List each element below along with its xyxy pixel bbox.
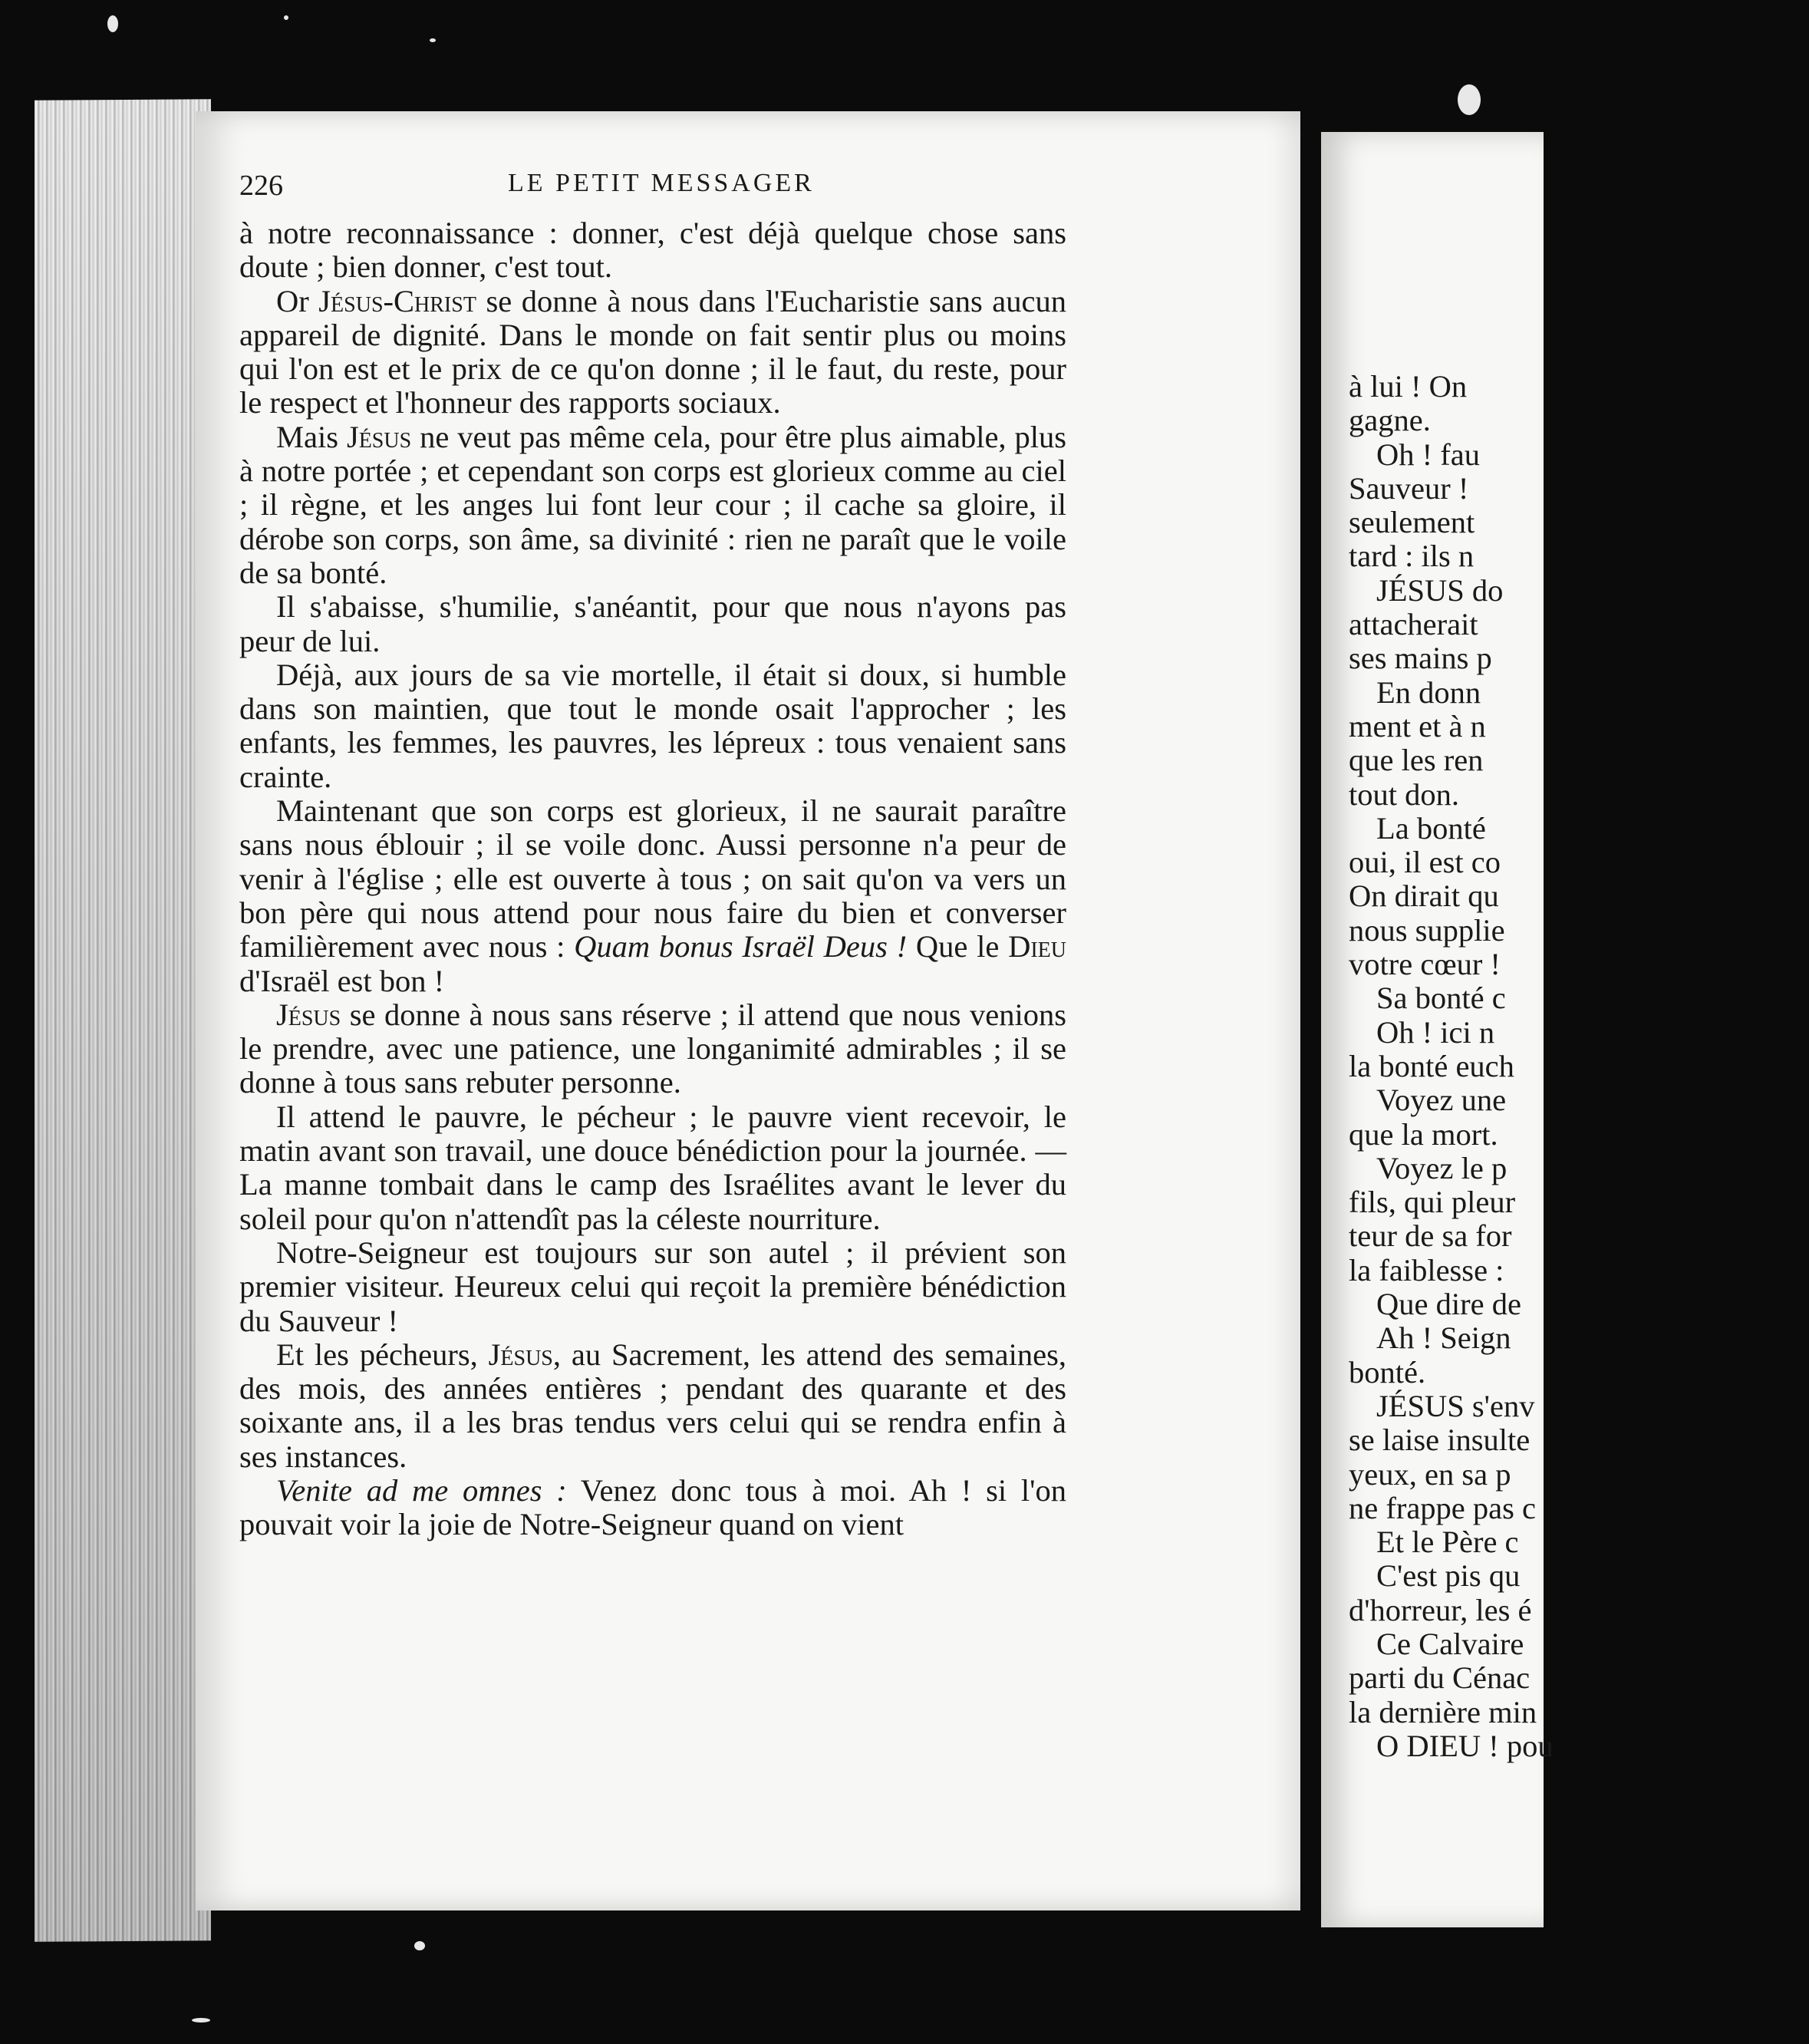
text-run: , au Sacrement, les attend des semaines, des mois, des années entières ; pendant des quarante et des soixante ans, il a les bras tendus vers celui qui se rendra enfin à ses instances. — [239, 1337, 1066, 1474]
text-line: oui, il est co — [1349, 845, 1501, 880]
text-line: ses mains p — [1349, 641, 1492, 676]
text-run: se donne à nous dans l'Eucharistie sans aucun appareil de dignité. Dans le monde on fait sentir plus ou moins qui l'on est et le prix de ce qu'on donne ; il le faut, du reste, pour le respect et l'honneur des rapports sociaux. — [239, 283, 1066, 420]
text-line: tout don. — [1349, 776, 1460, 812]
text-line: ment et à n — [1349, 708, 1486, 743]
text-line: attacherait — [1349, 607, 1478, 642]
text-line: Sa bonté c — [1376, 981, 1506, 1016]
text-run: Mais — [276, 419, 347, 454]
text-line: Ce Calvaire — [1376, 1626, 1524, 1661]
text-line: Et le Père c — [1376, 1525, 1519, 1560]
dust-speck — [284, 15, 288, 20]
text-run: ne veut pas même cela, pour être plus aimable, plus à notre portée ; et cependant son corps est glorieux comme au ciel ; il règne, et les anges lui font leur cour ; il cache sa gloire, il dérobe son corps, son âme, sa divinité : rien ne paraît que le voile de sa bonté. — [239, 419, 1066, 590]
paragraph — [239, 285, 1066, 420]
latin-quote: Quam bonus Israël Deus ! — [574, 929, 908, 964]
paragraph: Notre-Seigneur est toujours sur son autel ; il prévient son premier visiteur. Heureux celui qui reçoit la première bénédiction du Sauveur ! — [239, 1235, 1066, 1338]
text-line: la bonté euch — [1349, 1048, 1514, 1083]
text-line: bonté. — [1349, 1354, 1426, 1390]
text-line: la dernière min — [1349, 1694, 1537, 1729]
text-run: se donne à nous sans réserve ; il attend que nous venions le prendre, avec une patience, une longanimité admirables ; il se donne à tous sans rebuter personne. — [239, 997, 1066, 1100]
header-title: LE PETIT MESSAGER — [508, 169, 815, 197]
paragraph — [239, 420, 1066, 590]
dust-speck — [107, 15, 118, 32]
text-line: On dirait qu — [1349, 879, 1499, 914]
text-run: Maintenant que son corps est glorieux, il ne saurait paraître sans nous éblouir ; il se voile donc. Aussi personne n'a peur de venir à l'église ; elle est ouverte à tous ; on sait qu'on va vers un bon père qui nous attend pour nous faire du bien et converser familièrement avec nous : — [239, 793, 1066, 964]
text-line: O DIEU ! pou — [1376, 1728, 1554, 1763]
paragraph — [239, 998, 1066, 1100]
dust-speck — [430, 38, 436, 42]
text-line: que les ren — [1349, 743, 1484, 778]
text-line: Voyez une — [1376, 1083, 1507, 1118]
text-run: Et les pécheurs, — [276, 1337, 489, 1372]
text-line: fils, qui pleur — [1349, 1185, 1516, 1220]
text-line: que la mort. — [1349, 1116, 1498, 1152]
text-line: se laise insulte — [1349, 1423, 1531, 1458]
text-line: gagne. — [1349, 403, 1431, 438]
text-line: Ah ! Seign — [1376, 1320, 1511, 1356]
small-caps-name: Jésus — [346, 419, 412, 454]
dust-speck — [1458, 84, 1481, 115]
dust-speck — [192, 2018, 210, 2023]
text-line: à lui ! On — [1349, 369, 1468, 404]
text-line: votre cœur ! — [1349, 947, 1501, 982]
paragraph: Il s'abaisse, s'humilie, s'anéantit, pour que nous n'ayons pas peur de lui. — [239, 589, 1066, 658]
text-line: d'horreur, les é — [1349, 1592, 1532, 1627]
small-caps-name: Dieu — [1008, 929, 1067, 964]
right-page — [1321, 132, 1554, 1927]
page-number: 226 — [239, 170, 283, 202]
paragraph — [239, 1338, 1066, 1474]
text-line: yeux, en sa p — [1349, 1456, 1511, 1492]
text-line: La bonté — [1376, 810, 1486, 846]
text-line: la faiblesse : — [1349, 1252, 1504, 1287]
left-text-column — [239, 216, 1066, 1542]
text-run: Que le — [907, 929, 1009, 964]
book-page-edges — [35, 99, 211, 1942]
small-caps-name: Jésus — [276, 997, 341, 1032]
text-line: Oh ! fau — [1376, 437, 1480, 472]
text-line: Oh ! ici n — [1376, 1014, 1495, 1050]
text-line: ne frappe pas c — [1349, 1490, 1536, 1525]
text-line: JÉSUS do — [1376, 572, 1504, 608]
text-run: Or — [276, 283, 319, 318]
text-run: d'Israël est bon ! — [239, 963, 445, 998]
text-line: seulement — [1349, 505, 1475, 540]
paragraph: Déjà, aux jours de sa vie mortelle, il était si doux, si humble dans son maintien, que tout le monde osait l'approcher ; les enfants, les femmes, les pauvres, les lépreux : tous venaient sans crainte. — [239, 657, 1066, 794]
right-text-column — [1349, 370, 1809, 1763]
text-line: parti du Cénac — [1349, 1660, 1531, 1696]
dust-speck — [414, 1941, 425, 1950]
paragraph: à notre reconnaissance : donner, c'est déjà quelque chose sans doute ; bien donner, c'est tout. — [239, 216, 1066, 285]
paragraph — [239, 794, 1066, 998]
latin-quote: Venite ad me omnes : — [276, 1472, 567, 1508]
text-line: Voyez le p — [1376, 1150, 1508, 1185]
text-line: C'est pis qu — [1376, 1558, 1521, 1594]
text-line: Sauveur ! — [1349, 470, 1469, 506]
text-run: Venez donc tous à moi. Ah ! si l'on pouvait voir la joie de Notre-Seigneur quand on vient — [239, 1472, 1066, 1542]
text-line: nous supplie — [1349, 912, 1505, 948]
paragraph: Il attend le pauvre, le pécheur ; le pauvre vient recevoir, le matin avant son travail, une douce bénédiction pour la journée. — La manne tombait dans le camp des Israélites avant le lever du soleil pour qu'on n'attendît pas la céleste nourriture. — [239, 1099, 1066, 1236]
text-line: Que dire de — [1376, 1287, 1521, 1322]
text-line: JÉSUS s'env — [1376, 1388, 1535, 1423]
text-line: tard : ils n — [1349, 539, 1475, 574]
text-line: teur de sa for — [1349, 1218, 1512, 1254]
small-caps-name: Jésus-Christ — [318, 283, 476, 318]
paragraph — [239, 1474, 1066, 1542]
small-caps-name: Jésus — [488, 1337, 553, 1372]
text-line: En donn — [1376, 674, 1481, 710]
